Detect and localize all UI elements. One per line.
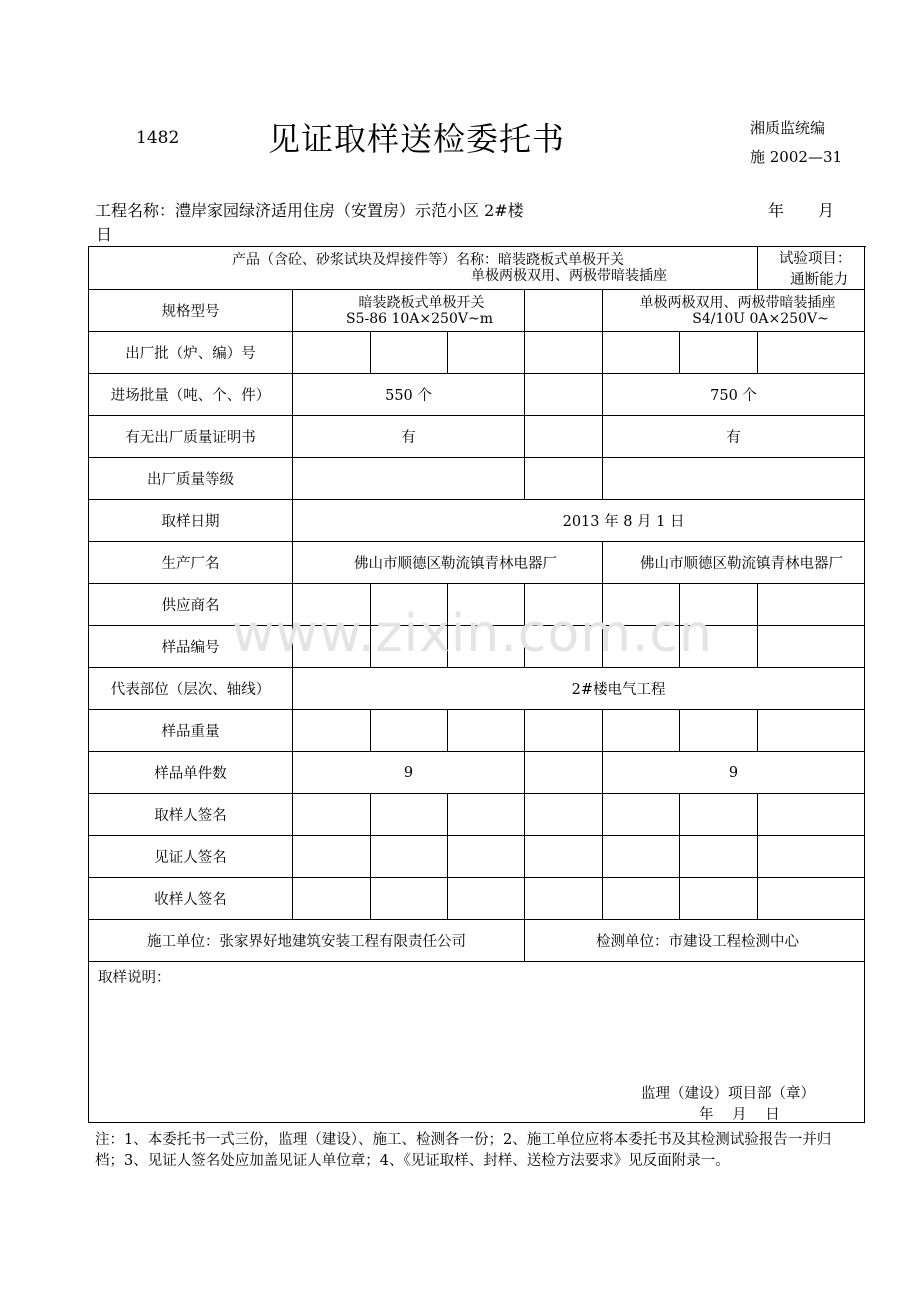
cell[interactable] [603, 794, 680, 836]
cell[interactable] [448, 794, 525, 836]
cell[interactable] [525, 710, 603, 752]
cell[interactable] [448, 836, 525, 878]
grade-label: 出厂质量等级 [89, 458, 293, 500]
construction-unit: 施工单位：张家界好地建筑安装工程有限责任公司 [89, 920, 525, 962]
cell[interactable] [371, 710, 448, 752]
manufacturer-row [89, 542, 865, 584]
notes-row [89, 962, 865, 1123]
sampling-notes-label: 取样说明： [98, 970, 171, 986]
cell[interactable] [758, 794, 865, 836]
cell[interactable] [758, 878, 865, 920]
quantity-row [89, 374, 865, 416]
project-name: 工程名称：澧岸家园绿济适用住房（安置房）示范小区 2#楼 [95, 201, 524, 220]
cell[interactable] [758, 626, 865, 668]
receiver-signature-label: 收样人签名 [89, 878, 293, 920]
watermark: www.zixin.com.cn [232, 604, 713, 664]
cell[interactable] [758, 710, 865, 752]
certificate-row [89, 416, 865, 458]
quantity-b: 750 个 [603, 374, 865, 416]
spec-b-cell [603, 290, 865, 332]
sampler-signature-row [89, 794, 865, 836]
cell[interactable] [371, 836, 448, 878]
witness-signature-row [89, 836, 865, 878]
cell[interactable] [525, 836, 603, 878]
supervisor-date-label: 年 月 日 [699, 1107, 780, 1123]
cell[interactable] [680, 794, 758, 836]
document-number: 1482 [136, 128, 180, 148]
cell[interactable] [525, 458, 603, 500]
cell[interactable] [371, 878, 448, 920]
cell[interactable] [680, 710, 758, 752]
cell[interactable] [603, 836, 680, 878]
cell[interactable] [448, 332, 525, 374]
sampling-notes-cell[interactable] [89, 962, 865, 1123]
cell[interactable] [293, 836, 371, 878]
cell[interactable] [603, 710, 680, 752]
cell[interactable] [293, 794, 371, 836]
spec-a-line2: S5-86 10A×250V~m [346, 310, 493, 327]
cell[interactable] [758, 584, 865, 626]
product-line1: 产品（含砼、砂浆试块及焊接件等）名称：暗装跷板式单极开关 [232, 252, 625, 268]
issuer-code-line2: 施 2002—31 [750, 148, 843, 166]
cell[interactable] [293, 878, 371, 920]
cell[interactable] [758, 836, 865, 878]
cell[interactable] [680, 332, 758, 374]
cell[interactable] [525, 416, 603, 458]
location-label: 代表部位（层次、轴线） [89, 668, 293, 710]
manufacturer-a: 佛山市顺德区勒流镇青林电器厂 [293, 542, 603, 584]
commission-form-table [88, 246, 865, 1123]
cell[interactable] [525, 332, 603, 374]
cell[interactable] [525, 374, 603, 416]
cell[interactable] [293, 458, 525, 500]
spec-label: 规格型号 [89, 290, 293, 332]
weight-label: 样品重量 [89, 710, 293, 752]
cell[interactable] [525, 878, 603, 920]
count-label: 样品单件数 [89, 752, 293, 794]
testing-unit: 检测单位：市建设工程检测中心 [525, 920, 865, 962]
quantity-a: 550 个 [293, 374, 525, 416]
spec-b-line1: 单极两极双用、两极带暗装插座 [639, 294, 836, 311]
sampling-date-label: 取样日期 [89, 500, 293, 542]
cell[interactable] [680, 878, 758, 920]
date-day-label: 日 [96, 225, 113, 244]
witness-signature-label: 见证人签名 [89, 836, 293, 878]
cell[interactable] [293, 710, 371, 752]
certificate-a: 有 [293, 416, 525, 458]
cell[interactable] [448, 878, 525, 920]
cell[interactable] [371, 332, 448, 374]
receiver-signature-row [89, 878, 865, 920]
cell[interactable] [603, 878, 680, 920]
cell[interactable] [758, 332, 865, 374]
units-row [89, 920, 865, 962]
cell[interactable] [525, 794, 603, 836]
test-item-value: 通断能力 [790, 272, 849, 288]
footnote: 注：1、本委托书一式三份，监理（建设）、施工、检测各一份；2、施工单位应将本委托书及其检测试验报告一并归档；3、见证人签名处应加盖见证人单位章；4、《见证取样、封样、送检方法要求》见反面附录一。 [95, 1132, 832, 1169]
count-a: 9 [293, 752, 525, 794]
test-item-cell [758, 247, 865, 290]
sampler-signature-label: 取样人签名 [89, 794, 293, 836]
cell[interactable] [448, 710, 525, 752]
weight-row [89, 710, 865, 752]
spec-a-line1: 暗装跷板式单极开关 [358, 294, 485, 311]
supervisor-stamp-label: 监理（建设）项目部（章） [641, 1086, 815, 1102]
certificate-b: 有 [603, 416, 865, 458]
count-b: 9 [603, 752, 865, 794]
sampling-date-row [89, 500, 865, 542]
supplier-label: 供应商名 [89, 584, 293, 626]
product-line2: 单极两极双用、两极带暗装插座 [471, 268, 668, 284]
spec-empty-cell [525, 290, 603, 332]
grade-row [89, 458, 865, 500]
date-year-label: 年 [768, 201, 785, 220]
cell[interactable] [603, 332, 680, 374]
batch-row [89, 332, 865, 374]
spec-row [89, 290, 865, 332]
count-row [89, 752, 865, 794]
cell[interactable] [603, 458, 865, 500]
cell[interactable] [293, 332, 371, 374]
spec-b-line2: S4/10U 0A×250V~ [692, 310, 829, 327]
product-name-cell [89, 247, 758, 290]
cell[interactable] [371, 794, 448, 836]
cell[interactable] [525, 752, 603, 794]
certificate-label: 有无出厂质量证明书 [89, 416, 293, 458]
manufacturer-label: 生产厂名 [89, 542, 293, 584]
test-item-label: 试验项目： [778, 251, 852, 267]
spec-a-cell [293, 290, 525, 332]
sample-no-label: 样品编号 [89, 626, 293, 668]
date-month-label: 月 [818, 201, 835, 220]
location-row [89, 668, 865, 710]
issuer-code-line1: 湘质监统编 [750, 119, 826, 137]
batch-label: 出厂批（炉、编）号 [89, 332, 293, 374]
sampling-date-value: 2013 年 8 月 1 日 [293, 500, 865, 542]
page-title: 见证取样送检委托书 [268, 120, 566, 158]
product-row [89, 247, 865, 290]
quantity-label: 进场批量（吨、个、件） [89, 374, 293, 416]
location-value: 2#楼电气工程 [293, 668, 865, 710]
cell[interactable] [680, 836, 758, 878]
manufacturer-b: 佛山市顺德区勒流镇青林电器厂 [603, 542, 865, 584]
